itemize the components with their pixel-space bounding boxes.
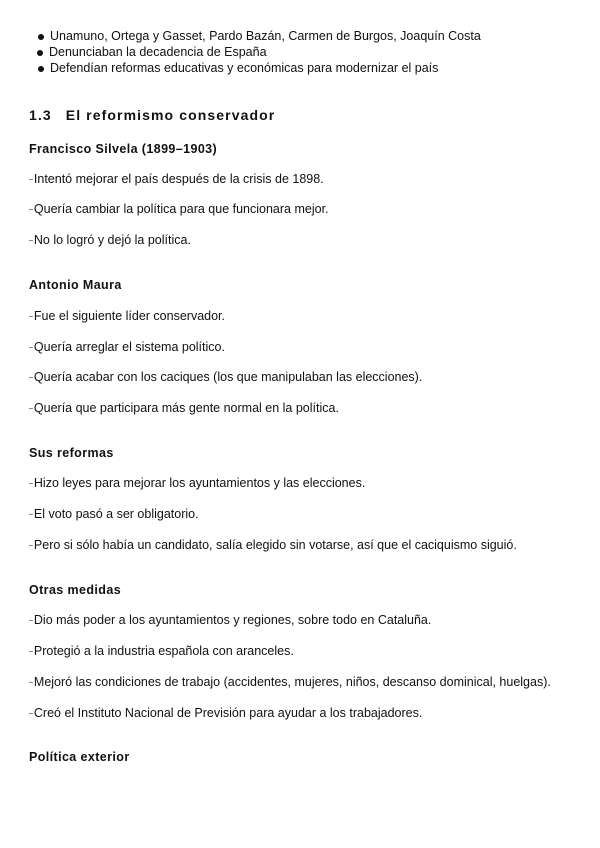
list-item (29, 201, 329, 218)
subsection-heading: Francisco Silvela (1899–1903) (29, 142, 218, 156)
list-item (29, 612, 431, 629)
dash-marker: – (29, 647, 33, 655)
list-item-text: Dio más poder a los ayuntamientos y regiones, sobre todo en Cataluña. (33, 613, 432, 627)
list-item-text: Quería acabar con los caciques (los que manipulaban las elecciones). (33, 370, 423, 384)
bullet-text: Denunciaban la decadencia de España (49, 45, 267, 59)
subsection-heading: Sus reformas (29, 446, 114, 460)
list-item-text: Hizo leyes para mejorar los ayuntamientos y las elecciones. (33, 476, 366, 490)
list-item-text: Quería cambiar la política para que funcionara mejor. (33, 202, 329, 216)
dash-marker: – (29, 175, 33, 183)
bullet-text: Defendían reformas educativas y económicas para modernizar el país (50, 61, 439, 75)
list-item (29, 232, 191, 249)
dash-marker: – (29, 479, 33, 487)
dash-marker: – (29, 404, 33, 412)
list-item-text: Pero si sólo había un candidato, salía elegido sin votarse, así que el caciquismo siguió. (33, 538, 517, 552)
list-item-text: Protegió a la industria española con aranceles. (33, 644, 294, 658)
dash-marker: – (29, 343, 33, 351)
list-item-text: El voto pasó a ser obligatorio. (33, 507, 199, 521)
bullet-text: Unamuno, Ortega y Gasset, Pardo Bazán, Carmen de Burgos, Joaquín Costa (50, 29, 481, 43)
section-title (29, 107, 275, 123)
bullet-item (36, 28, 481, 44)
list-item (29, 705, 422, 722)
bullet-dot-icon (38, 34, 44, 40)
list-item-text: Creó el Instituto Nacional de Previsión para ayudar a los trabajadores. (33, 706, 423, 720)
dash-marker: – (29, 541, 33, 549)
list-item (29, 339, 225, 356)
bullet-dot-icon (38, 66, 44, 72)
bullet-item (36, 60, 481, 76)
list-item-text: Quería que participara más gente normal en la política. (33, 401, 339, 415)
list-item-text: Quería arreglar el sistema político. (33, 340, 225, 354)
bullet-dot-icon (37, 50, 43, 56)
dash-marker: – (29, 312, 33, 320)
dash-marker: – (29, 709, 33, 717)
dash-marker: – (29, 510, 33, 518)
subsection-heading: Otras medidas (29, 583, 122, 597)
list-item (29, 674, 551, 691)
dash-marker: – (29, 616, 33, 624)
list-item (29, 308, 225, 325)
list-item-text: Fue el siguiente líder conservador. (33, 309, 225, 323)
list-item-text: Intentó mejorar el país después de la crisis de 1898. (33, 172, 324, 186)
list-item (29, 400, 339, 417)
bullet-item (35, 44, 481, 60)
list-item (29, 537, 517, 554)
list-item-text: No lo logró y dejó la política. (33, 233, 191, 247)
list-item (29, 171, 324, 188)
list-item (29, 643, 294, 660)
section-title-text: El reformismo conservador (65, 107, 276, 123)
list-item (29, 369, 422, 386)
list-item-text: Mejoró las condiciones de trabajo (accidentes, mujeres, niños, descanso dominical, huelgas). (33, 675, 551, 689)
list-item (29, 475, 365, 492)
subsection-heading: Antonio Maura (29, 278, 122, 292)
dash-marker: – (29, 205, 33, 213)
section-number: 1.3 (29, 107, 52, 123)
dash-marker: – (29, 678, 33, 686)
bullet-list (36, 28, 481, 76)
dash-marker: – (29, 236, 33, 244)
subsection-heading: Política exterior (29, 750, 130, 764)
list-item (29, 506, 199, 523)
dash-marker: – (29, 373, 33, 381)
